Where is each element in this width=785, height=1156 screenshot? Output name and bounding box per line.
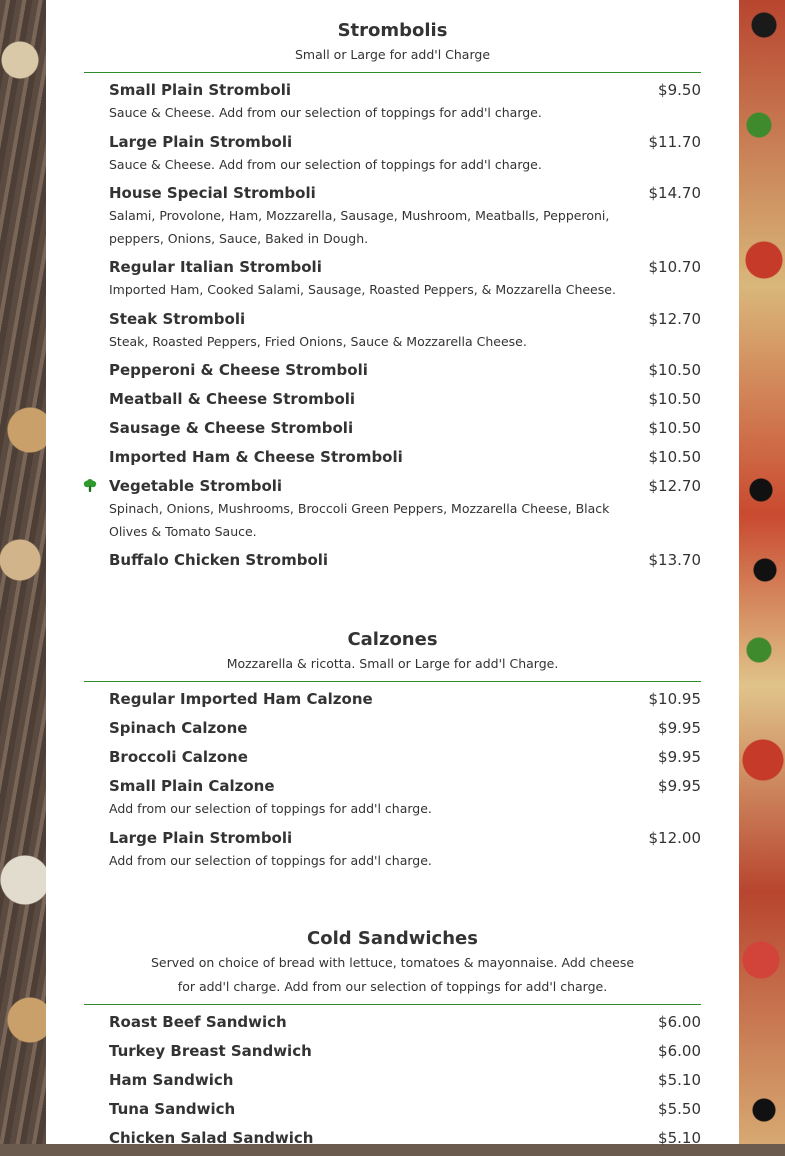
item-price: $12.70	[648, 309, 701, 328]
menu-item-list	[84, 1011, 701, 1150]
item-price: $12.70	[648, 477, 701, 495]
section-divider	[84, 72, 701, 73]
item-name: Chicken Salad Sandwich	[109, 1129, 314, 1147]
item-price: $9.50	[658, 81, 701, 99]
item-price: $9.95	[658, 748, 701, 766]
item-name: Ham Sandwich	[109, 1071, 234, 1089]
menu-item-vegetable-stromboli[interactable]	[109, 475, 701, 543]
item-price: $11.70	[648, 132, 701, 151]
background-wood-left	[0, 0, 46, 1144]
menu-item-chicken-salad-sandwich[interactable]	[109, 1127, 701, 1150]
item-description: Sauce & Cheese. Add from our selection of toppings for add'l charge.	[109, 156, 542, 172]
item-name: Pepperoni & Cheese Stromboli	[109, 361, 368, 379]
background-pizza-right	[739, 0, 785, 1144]
section-calzones	[84, 629, 701, 878]
item-price: $5.10	[658, 1129, 701, 1147]
section-title: Cold Sandwiches	[307, 928, 478, 949]
menu-item-large-plain-stromboli[interactable]	[109, 827, 701, 873]
menu-item-ham-sandwich[interactable]	[109, 1069, 701, 1092]
menu-item-list	[84, 688, 701, 872]
section-divider	[84, 681, 701, 682]
item-description: Spinach, Onions, Mushrooms, Broccoli Green Peppers, Mozzarella Cheese, Black Olives & Tomato Sauce.	[109, 501, 610, 539]
item-description: Sauce & Cheese. Add from our selection of toppings for add'l charge.	[109, 105, 542, 120]
item-description: Imported Ham, Cooked Salami, Sausage, Roasted Peppers, & Mozzarella Cheese.	[109, 282, 616, 297]
section-description: Small or Large for add'l Charge	[294, 47, 491, 62]
item-price: $9.95	[658, 777, 701, 795]
item-name: Vegetable Stromboli	[109, 477, 283, 495]
menu-item-spinach-calzone[interactable]	[109, 717, 701, 740]
item-name: Buffalo Chicken Stromboli	[109, 551, 329, 569]
item-name: Roast Beef Sandwich	[109, 1013, 287, 1031]
item-name: House Special Stromboli	[109, 184, 316, 202]
menu-panel	[46, 0, 739, 1147]
item-price: $9.95	[658, 719, 701, 737]
menu-item-sausage-and-cheese-stromboli[interactable]	[109, 417, 701, 440]
menu-item-tuna-sandwich[interactable]	[109, 1098, 701, 1121]
section-title: Strombolis	[337, 20, 448, 41]
section-strombolis	[84, 20, 701, 578]
item-price: $10.50	[648, 448, 701, 466]
menu-item-imported-ham-and-cheese-stromboli[interactable]	[109, 446, 701, 469]
item-price: $6.00	[658, 1042, 701, 1060]
item-name: Large Plain Stromboli	[109, 828, 293, 847]
item-name: Sausage & Cheese Stromboli	[109, 419, 354, 437]
item-name: Imported Ham & Cheese Stromboli	[109, 448, 403, 466]
menu-item-list	[84, 79, 701, 572]
item-price: $10.50	[648, 419, 701, 437]
section-description: Mozzarella & ricotta. Small or Large for add'l Charge.	[226, 656, 559, 671]
section-description: Served on choice of bread with lettuce, tomatoes & mayonnaise. Add cheese	[150, 955, 635, 970]
menu-item-pepperoni-and-cheese-stromboli[interactable]	[109, 359, 701, 382]
menu-item-regular-italian-stromboli[interactable]	[109, 256, 701, 302]
item-price: $13.70	[648, 551, 701, 569]
item-description: Add from our selection of toppings for add'l charge.	[109, 801, 432, 816]
section-cold-sandwiches	[84, 928, 701, 1156]
item-name: Small Plain Stromboli	[109, 81, 291, 99]
menu-item-broccoli-calzone[interactable]	[109, 746, 701, 769]
item-price: $10.70	[648, 258, 701, 276]
item-name: Regular Imported Ham Calzone	[109, 690, 373, 708]
section-divider	[84, 1004, 701, 1005]
menu-item-buffalo-chicken-stromboli[interactable]	[109, 549, 701, 572]
item-price: $10.95	[648, 690, 701, 708]
menu-item-regular-imported-ham-calzone[interactable]	[109, 688, 701, 711]
item-name: Steak Stromboli	[109, 309, 246, 328]
item-description: Salami, Provolone, Ham, Mozzarella, Sausage, Mushroom, Meatballs, Pepperoni, peppers, Onions, Sauce, Baked in Dough.	[109, 208, 610, 246]
item-name: Large Plain Stromboli	[109, 132, 293, 151]
menu-item-steak-stromboli[interactable]	[109, 308, 701, 354]
menu-item-roast-beef-sandwich[interactable]	[109, 1011, 701, 1034]
item-name: Small Plain Calzone	[109, 777, 275, 795]
menu-item-small-plain-stromboli[interactable]	[109, 79, 701, 125]
item-name: Meatball & Cheese Stromboli	[109, 390, 356, 408]
item-price: $6.00	[658, 1013, 701, 1031]
menu-item-large-plain-stromboli[interactable]	[109, 131, 701, 177]
item-price: $5.10	[658, 1071, 701, 1089]
item-name: Regular Italian Stromboli	[109, 258, 322, 276]
menu-item-house-special-stromboli[interactable]	[109, 182, 701, 250]
item-name: Tuna Sandwich	[109, 1100, 236, 1118]
item-price: $10.50	[648, 361, 701, 379]
item-name: Broccoli Calzone	[109, 748, 248, 766]
item-name: Turkey Breast Sandwich	[109, 1042, 312, 1060]
item-price: $5.50	[658, 1100, 701, 1118]
menu-item-small-plain-calzone[interactable]	[109, 775, 701, 821]
section-description: for add'l charge. Add from our selection of toppings for add'l charge.	[177, 979, 608, 994]
item-price: $14.70	[648, 184, 701, 202]
item-name: Spinach Calzone	[109, 719, 248, 737]
item-price: $12.00	[648, 828, 701, 847]
item-description: Steak, Roasted Peppers, Fried Onions, Sauce & Mozzarella Cheese.	[109, 333, 527, 349]
section-title: Calzones	[347, 629, 438, 650]
item-description: Add from our selection of toppings for add'l charge.	[109, 852, 432, 868]
item-price: $10.50	[648, 390, 701, 408]
broccoli-icon	[83, 479, 97, 493]
menu-item-turkey-breast-sandwich[interactable]	[109, 1040, 701, 1063]
menu-item-meatball-and-cheese-stromboli[interactable]	[109, 388, 701, 411]
